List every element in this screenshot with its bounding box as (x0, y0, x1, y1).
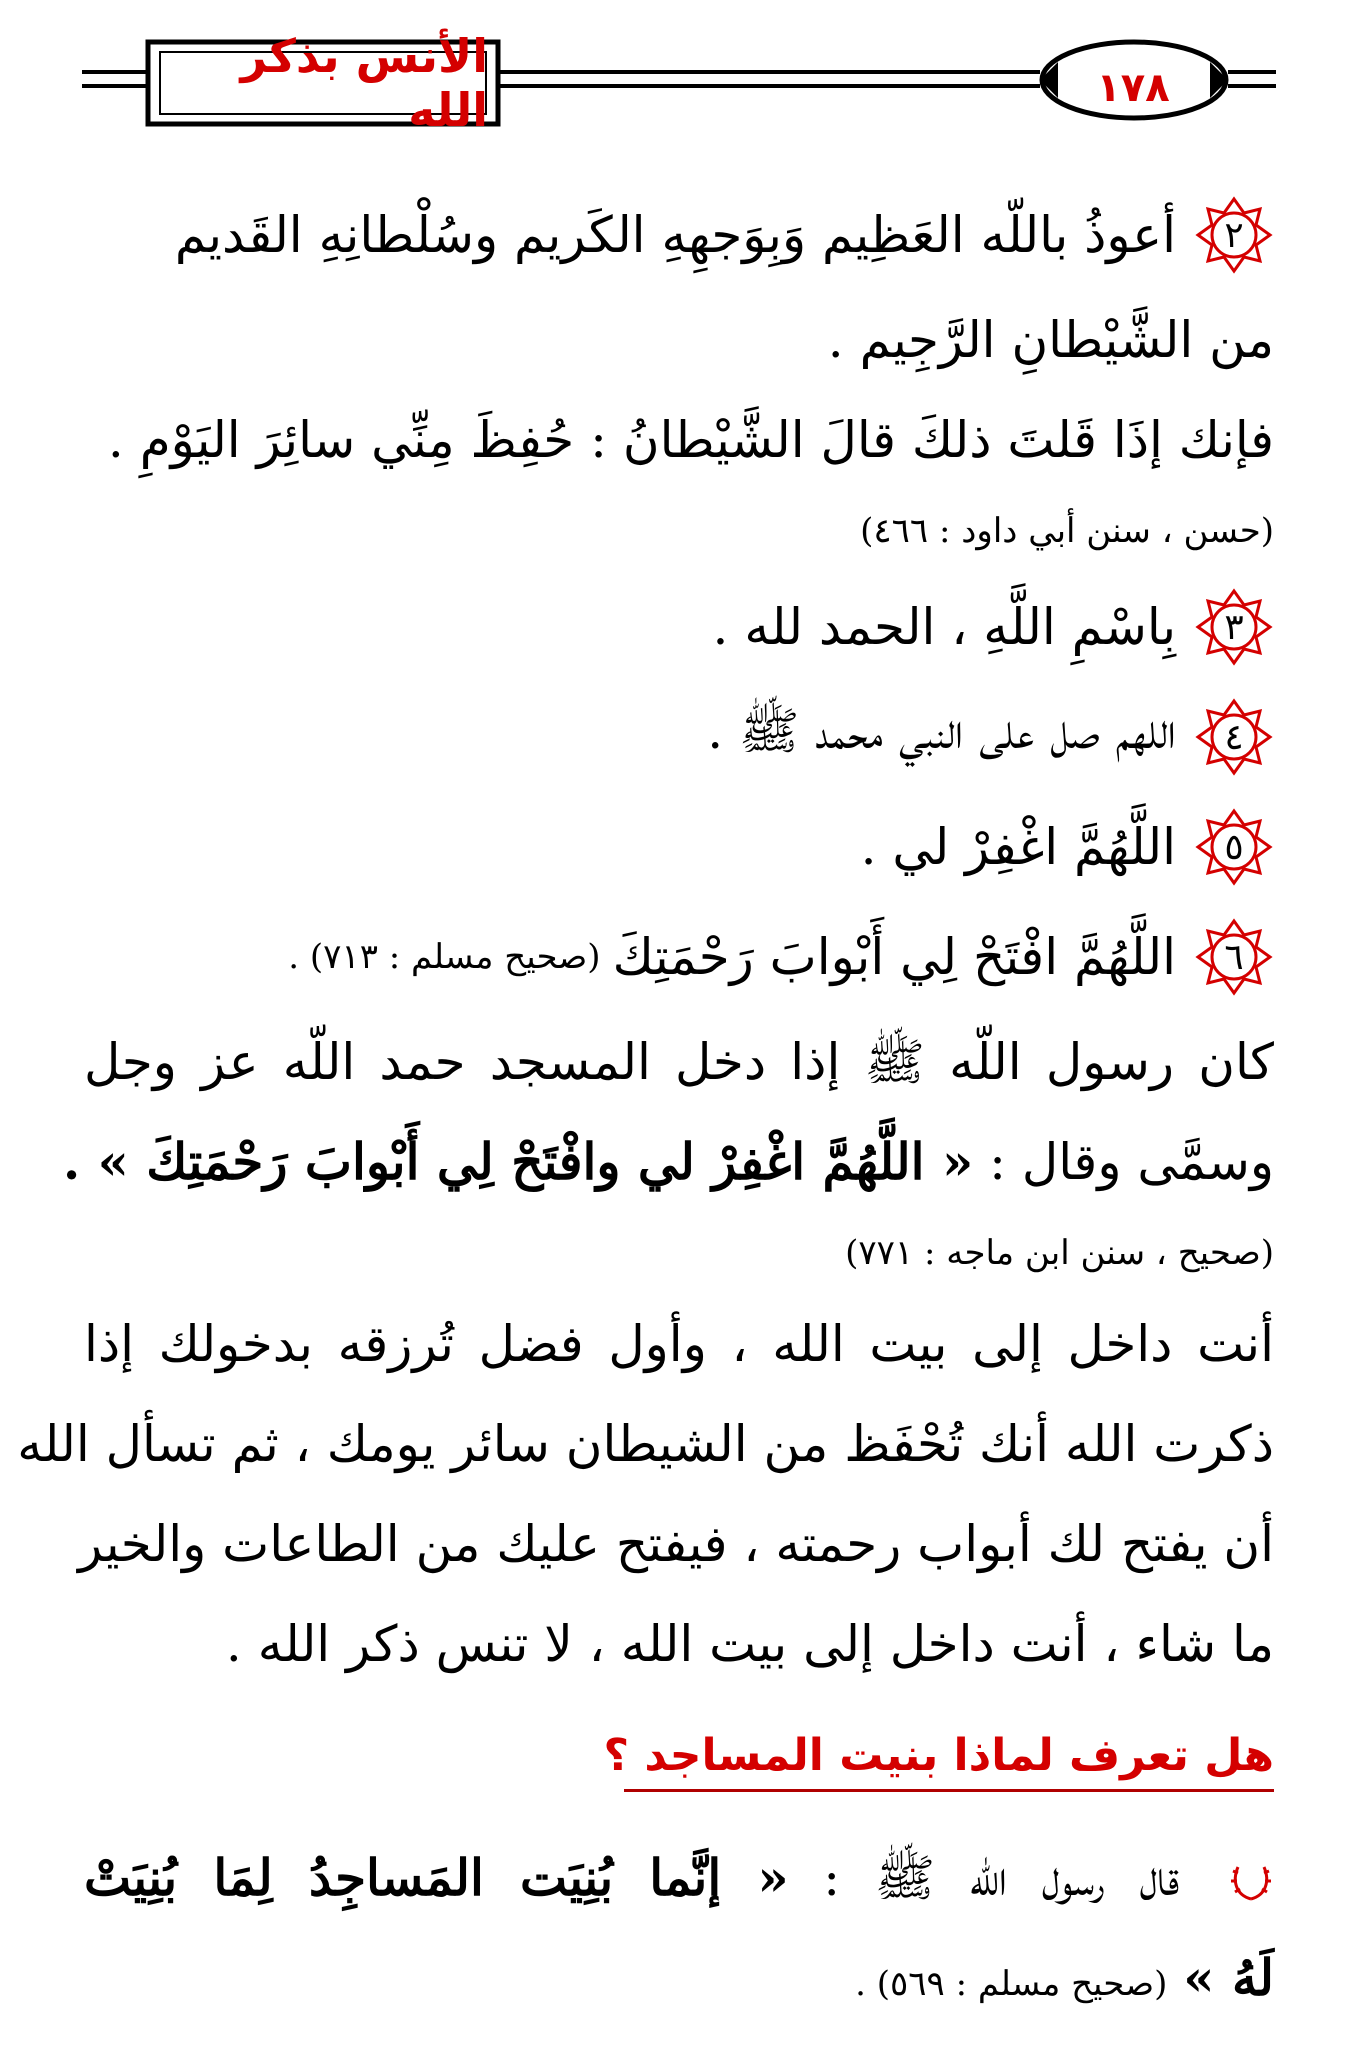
section-heading: هل تعرف لماذا بنيت المساجد ؟ (624, 1730, 1274, 1792)
hadith2-line1 (84, 1828, 1274, 1928)
hadith1-intro: وسمَّى وقال : (989, 1133, 1274, 1191)
hadith2-intro: قال رسول اللّه ﷺ : (823, 1849, 1180, 1907)
item-number: ٢ (1224, 214, 1244, 256)
hadith2-quote-part1: « إنَّما بُنِيَت المَساجِدُ لِمَا بُنِيَتْ (84, 1848, 789, 1907)
paragraph-line-3: أن يفتح لك أبواب رحمته ، فيفتح عليك من الطاعات والخير (78, 1515, 1274, 1573)
paragraph-line-2: ذكرت الله أنك تُحْفَظ من الشيطان سائر يومك ، ثم تسأل الله (17, 1415, 1274, 1473)
dhikr-item-4 (84, 682, 1274, 792)
wreath-icon (1228, 1859, 1274, 1905)
paragraph-line-4: ما شاء ، أنت داخل إلى بيت الله ، لا تنس ذكر الله . (225, 1615, 1274, 1673)
hadith1-reference: (صحيح ، سنن ابن ماجه : ٧٧١) (845, 1233, 1274, 1273)
hadith2-line2 (84, 1928, 1274, 2034)
item-number: ٤ (1224, 716, 1244, 758)
header-title: الأنس بذكر الله (240, 29, 488, 137)
item-number: ٥ (1224, 826, 1244, 868)
number-ornament-icon (1194, 807, 1274, 887)
item-text: أعوذُ باللّه العَظِيم وَبِوَجهِهِ الكَريم وسُلْطانِهِ القَديم (174, 206, 1176, 264)
item-text: اللَّهُمَّ افْتَحْ لِي أَبْوابَ رَحْمَتِكَ (612, 928, 1176, 986)
paragraph-line-1: أنت داخل إلى بيت الله ، وأول فضل تُرزقه بدخولك إذا (84, 1315, 1274, 1373)
page-content (17, 180, 1274, 2034)
hadith1-line1: كان رسول اللّه ﷺ إذا دخل المسجد حمد اللّه عز وجل (84, 1033, 1274, 1091)
hadith2-quote-part2: لَهُ » (1183, 1948, 1274, 2007)
number-ornament-icon (1194, 195, 1274, 275)
number-ornament-icon (1194, 587, 1274, 667)
dhikr-item-3 (84, 572, 1274, 682)
number-ornament-icon (1194, 697, 1274, 777)
item2-benefit: فإنك إذَا قَلتَ ذلكَ قالَ الشَّيْطانُ : حُفِظَ مِنِّي سائِرَ اليَوْمِ . (107, 411, 1274, 469)
item-text: اللهم صل على النبي محمد ﷺ . (707, 702, 1176, 760)
hadith2-reference: (صحيح مسلم : ٥٦٩) . (855, 1964, 1168, 2004)
item-text: اللَّهُمَّ اغْفِرْ لي . (860, 818, 1176, 876)
item2-continuation: من الشَّيْطانِ الرَّجِيم . (827, 311, 1274, 369)
hadith1-quote: « اللَّهُمَّ اغْفِرْ لي وافْتَحْ لِي أَبْوابَ رَحْمَتِكَ » . (62, 1132, 974, 1191)
page-header (0, 0, 1356, 150)
page-number: ١٧٨ (1096, 65, 1170, 111)
item-reference: (صحيح مسلم : ٧١٣) . (288, 937, 601, 977)
hadith1-line2 (62, 1112, 1274, 1212)
dhikr-item-6 (84, 902, 1274, 1012)
section-heading-wrap (84, 1708, 1274, 1828)
dhikr-item-2 (84, 180, 1274, 290)
dhikr-item-5 (84, 792, 1274, 902)
item-number: ٦ (1224, 936, 1244, 978)
number-ornament-icon (1194, 917, 1274, 997)
item2-reference: (حسن ، سنن أبي داود : ٤٦٦) (860, 511, 1274, 551)
item-text: بِاسْمِ اللَّهِ ، الحمد لله . (712, 598, 1176, 656)
item-number: ٣ (1224, 606, 1244, 648)
